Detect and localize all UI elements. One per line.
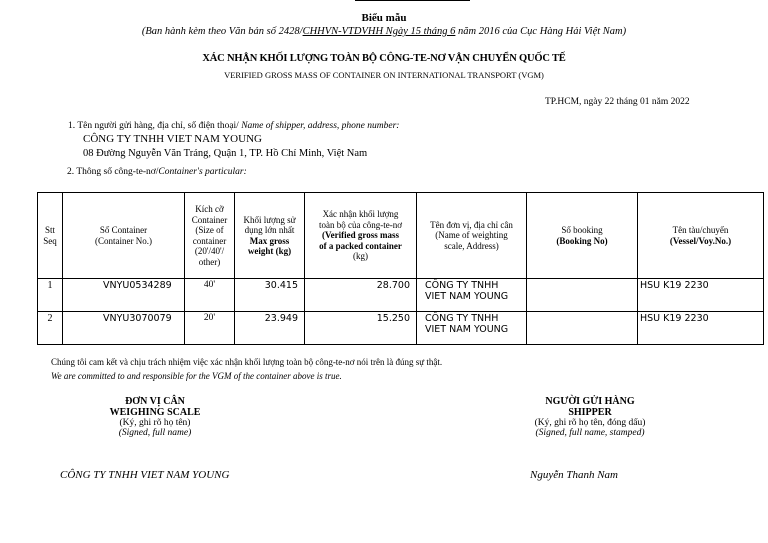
weighing-scale-title-vn: ĐƠN VỊ CÂN	[125, 396, 185, 407]
cell-size: 40'	[185, 279, 235, 312]
weighing-scale-signer-name: CÔNG TY TNHH VIET NAM YOUNG	[60, 469, 230, 481]
form-title: Biểu mẫu	[361, 12, 407, 24]
cell-weighing-scale	[417, 312, 527, 345]
weighing-name-line: VIET NAM YOUNG	[425, 291, 509, 302]
commitment-vn: Chúng tôi cam kết và chịu trách nhiệm việc xác nhận khối lượng toàn bộ công-te-nơ nói trên là đúng sự thật.	[51, 357, 443, 367]
container-table	[37, 192, 764, 345]
shipper-title-en: SHIPPER	[568, 407, 612, 418]
header-booking	[527, 193, 638, 279]
header-size-line: (20'/40'/	[194, 246, 225, 256]
header-booking-line: Số booking	[561, 225, 603, 235]
weighing-name-line: CÔNG TY TNHH	[425, 280, 499, 291]
table-header-row	[38, 193, 764, 279]
commitment-en: We are committed to and responsible for the VGM of the container above is true.	[51, 371, 342, 381]
top-rule	[355, 0, 470, 1]
issuance-note-suffix: năm 2016 của Cục Hàng Hải Việt Nam)	[455, 26, 627, 37]
cell-stt: 2	[38, 312, 63, 345]
table-row	[38, 279, 764, 312]
cell-vgm: 15.250	[305, 312, 417, 345]
header-stt	[38, 193, 63, 279]
cell-booking	[527, 312, 638, 345]
header-maxgross-line: weight (kg)	[247, 246, 292, 256]
cell-max-gross: 23.949	[235, 312, 305, 345]
header-container-line: Số Container	[99, 225, 148, 235]
shipper-label-en: Name of shipper, address, phone number:	[238, 121, 400, 131]
weighing-name-line: VIET NAM YOUNG	[425, 324, 509, 335]
shipper-signature-block	[475, 396, 705, 438]
weighing-scale-title-en: WEIGHING SCALE	[109, 407, 201, 418]
header-size-line: Container	[191, 214, 228, 225]
issuance-note-reference: CHHVN-VTDVHH Ngày 15 tháng 6	[302, 26, 456, 37]
header-vgm-line: Xác nhận khối lượng	[322, 209, 399, 220]
header-container-no	[63, 193, 185, 279]
header-max-gross	[235, 193, 305, 279]
weighing-name-line: CÔNG TY TNHH	[425, 313, 499, 324]
shipper-title-vn: NGƯỜI GỬI HÀNG	[545, 396, 635, 407]
weighing-scale-note-en: (Signed, full name)	[118, 428, 192, 438]
document-title-english: VERIFIED GROSS MASS OF CONTAINER ON INTERNATIONAL TRANSPORT (VGM)	[224, 70, 544, 80]
cell-max-gross: 30.415	[235, 279, 305, 312]
cell-container-no: VNYU3070079	[63, 312, 185, 345]
header-vessel-line: Tên tàu/chuyến	[672, 225, 729, 235]
header-stt-line: Stt	[44, 225, 55, 235]
cell-booking	[527, 279, 638, 312]
cell-container-no: VNYU0534289	[63, 279, 185, 312]
cell-vessel: HSU K19 2230	[638, 312, 764, 345]
shipper-address: 08 Đường Nguyễn Văn Tráng, Quận 1, TP. Hồ Chí Minh, Việt Nam	[83, 148, 368, 159]
header-size	[185, 193, 235, 279]
header-maxgross-line: dụng lớn nhất	[244, 225, 295, 235]
header-size-line: Kích cỡ	[195, 204, 224, 214]
container-section-label	[67, 167, 247, 177]
issuance-note	[0, 26, 768, 37]
container-label-en: Container's particular:	[158, 167, 247, 177]
cell-vessel: HSU K19 2230	[638, 279, 764, 312]
header-weighing-line: Tên đơn vị, địa chỉ cân	[430, 219, 513, 230]
cell-size: 20'	[185, 312, 235, 345]
container-label-vn: 2. Thông số công-te-nơ/	[67, 167, 159, 177]
header-size-line: other)	[198, 256, 221, 267]
header-stt-line: Seq	[43, 235, 57, 246]
cell-stt: 1	[38, 279, 63, 312]
header-maxgross-line: Max gross	[249, 235, 290, 246]
cell-weighing-scale	[417, 279, 527, 312]
header-vessel	[638, 193, 764, 279]
header-vgm-line: of a packed container	[319, 240, 402, 251]
header-vgm-line: toàn bộ của công-te-nơ	[319, 219, 402, 230]
issuance-note-prefix: (Ban hành kèm theo Văn bản số 2428/	[141, 26, 303, 37]
table-row	[38, 312, 764, 345]
header-vgm-line: (kg)	[353, 251, 368, 262]
shipper-note-vn: (Ký, ghi rõ họ tên, đóng dấu)	[534, 418, 646, 428]
header-vgm	[305, 193, 417, 279]
weighing-scale-note-vn: (Ký, ghi rõ họ tên)	[119, 418, 191, 428]
weighing-scale-signature-block	[40, 396, 270, 438]
header-maxgross-line: Khối lượng sử	[243, 214, 296, 225]
shipper-section-label	[68, 121, 399, 131]
header-weighing-scale	[417, 193, 527, 279]
header-vgm-line: (Verified gross mass	[322, 230, 399, 241]
cell-vgm: 28.700	[305, 279, 417, 312]
header-booking-line: (Booking No)	[556, 235, 608, 246]
shipper-signer-name: Nguyễn Thanh Nam	[530, 469, 618, 481]
header-weighing-line: scale, Address)	[444, 240, 499, 251]
document-title: XÁC NHẬN KHỐI LƯỢNG TOÀN BỘ CÔNG-TE-NƠ VẬN CHUYỂN QUỐC TẾ	[202, 53, 566, 64]
shipper-note-en: (Signed, full name, stamped)	[535, 428, 645, 438]
header-size-line: (Size of	[195, 225, 224, 235]
shipper-company: CÔNG TY TNHH VIET NAM YOUNG	[83, 133, 262, 145]
header-size-line: container	[192, 235, 227, 246]
shipper-label-vn: 1. Tên người gửi hàng, địa chỉ, số điện thoại/	[68, 121, 239, 131]
header-weighing-line: (Name of weighting	[435, 230, 508, 241]
header-vessel-line: (Vessel/Voy.No.)	[669, 235, 732, 246]
header-container-line: (Container No.)	[95, 235, 152, 246]
place-date: TP.HCM, ngày 22 tháng 01 năm 2022	[545, 97, 690, 107]
